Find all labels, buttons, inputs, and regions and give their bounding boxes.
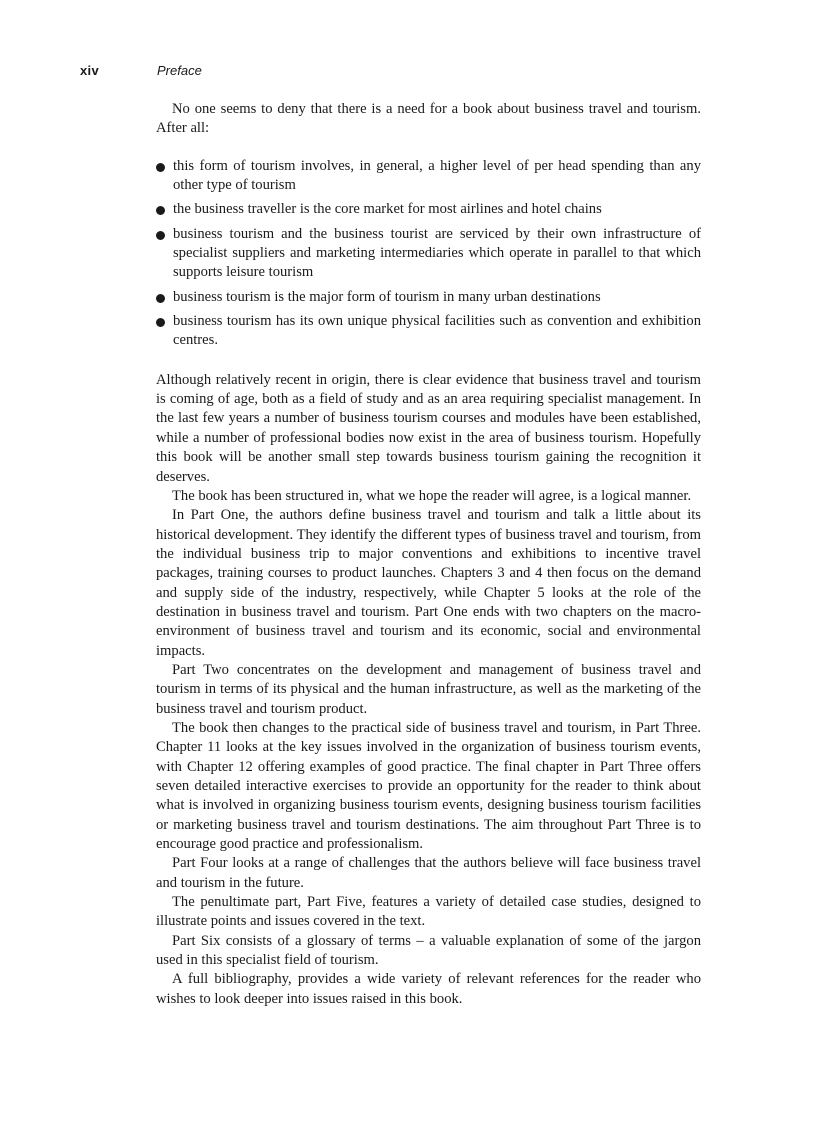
list-item: business tourism is the major form of tourism in many urban destinations bbox=[156, 288, 701, 307]
paragraph-8: Part Six consists of a glossary of terms – a valuable explanation of some of the jargon used in this specialist field of tourism. bbox=[156, 932, 701, 969]
page-number: xiv bbox=[80, 63, 99, 78]
paragraph-7: The penultimate part, Part Five, features a variety of detailed case studies, designed to illustrate points and issues covered in the text. bbox=[156, 894, 701, 930]
list-item: business tourism and the business tourist are serviced by their own infrastructure of specialist suppliers and marketing intermediaries which operate in parallel to that which supports leisure tourism bbox=[156, 225, 701, 283]
paragraph-3: In Part One, the authors define business travel and tourism and talk a little about its historical development. They identify the different types of business travel and tourism, from the individual business trip to major conventions and exhibitions to incentive travel packages, training courses to product launches. Chapters 3 and 4 then focus on the demand and supply side of the industry, respectively, while Chapter 5 looks at the role of the destination in business travel and tourism. Part One ends with two chapters on the macro-environment of business travel and tourism and its economic, social and environmental impacts. bbox=[156, 507, 701, 659]
list-item: the business traveller is the core market for most airlines and hotel chains bbox=[156, 200, 701, 219]
paragraph-2: The book has been structured in, what we hope the reader will agree, is a logical manner. bbox=[172, 487, 692, 504]
paragraph-9: A full bibliography, provides a wide variety of relevant references for the reader who wishes to look deeper into issues raised in this book. bbox=[156, 971, 701, 1007]
list-item: business tourism has its own unique physical facilities such as convention and exhibition centres. bbox=[156, 312, 701, 351]
paragraph-4: Part Two concentrates on the development and management of business travel and tourism in terms of its physical and the human infrastructure, as well as the marketing of the business travel and tourism product. bbox=[156, 661, 701, 717]
running-head bbox=[0, 63, 816, 83]
bullet-list bbox=[156, 157, 701, 351]
paragraph-1: Although relatively recent in origin, there is clear evidence that business travel and tourism is coming of age, both as a field of study and as an area requiring specialist management. In the last few years a number of business tourism courses and modules have been established, while a number of professional bodies now exist in the area of business tourism. Hopefully this book will be another small step towards business tourism gaining the recognition it deserves. bbox=[156, 371, 701, 485]
running-title: Preface bbox=[157, 63, 202, 78]
intro-paragraph: No one seems to deny that there is a need for a book about business travel and tourism. After all: bbox=[156, 101, 701, 137]
list-item: this form of tourism involves, in general, a higher level of per head spending than any other type of tourism bbox=[156, 157, 701, 196]
paragraph-5: The book then changes to the practical side of business travel and tourism, in Part Three. Chapter 11 looks at the key issues involved in the organization of business tourism events, with Chapter 12 offering examples of good practice. The final chapter in Part Three offers seven detailed interactive exercises to provide an opportunity for the reader to think about what is involved in organizing business tourism events, designing business tourism facilities or marketing business travel and tourism destinations. The aim throughout Part Three is to encourage good practice and professionalism. bbox=[156, 719, 701, 853]
body-text bbox=[156, 100, 701, 1009]
paragraph-6: Part Four looks at a range of challenges that the authors believe will face business travel and tourism in the future. bbox=[156, 855, 701, 891]
